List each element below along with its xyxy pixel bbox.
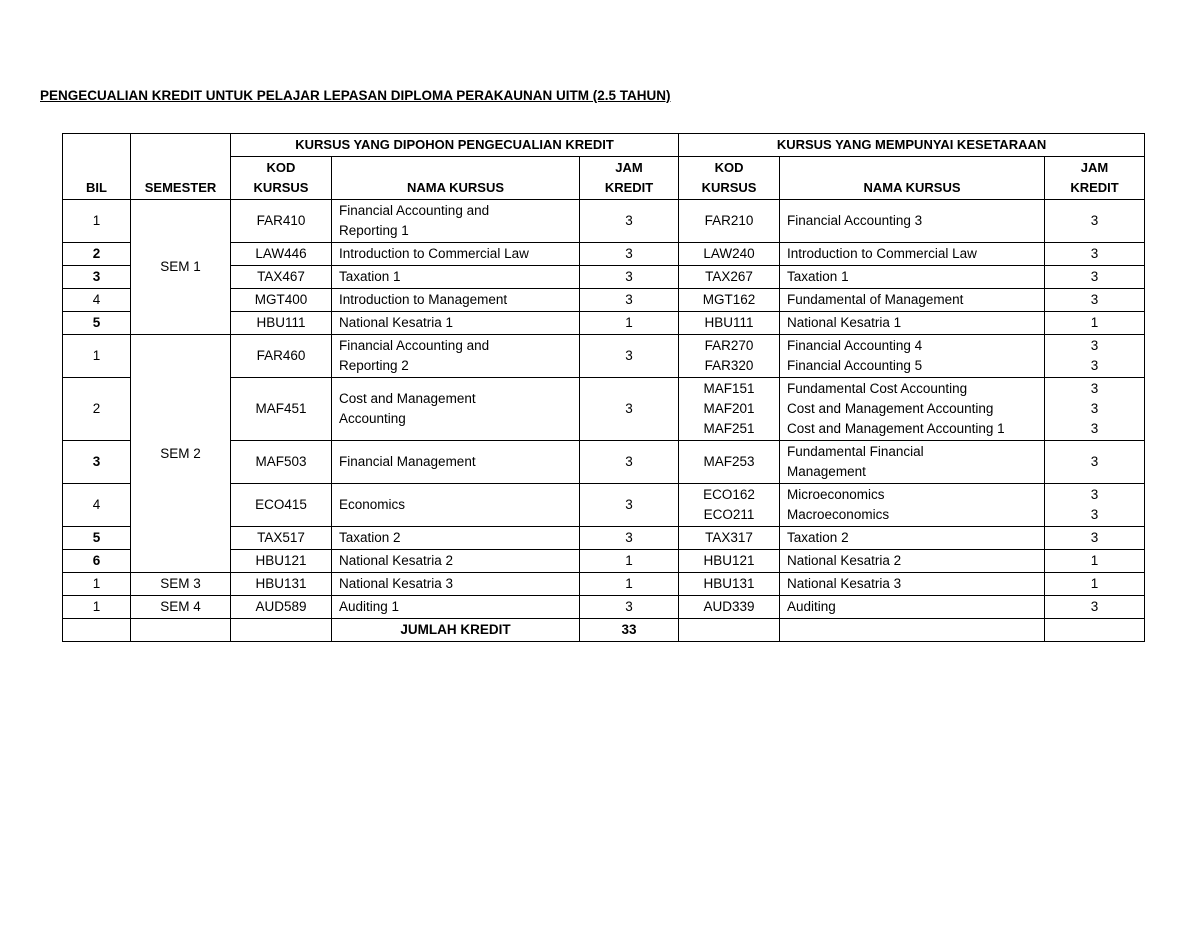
equiv-code: AUD339 [679,596,780,619]
equiv-credit: 3 [1045,200,1145,243]
course-name: Auditing 1 [332,596,580,619]
equiv-credit: 3 3 [1045,335,1145,378]
equiv-credit: 3 [1045,243,1145,266]
equiv-name: National Kesatria 2 [780,550,1045,573]
course-code: MGT400 [231,289,332,312]
table-row [63,200,1145,243]
header-eq-kod-kursus: KOD KURSUS [679,157,780,200]
row-bil: 1 [63,596,131,619]
course-name: Economics [332,484,580,527]
row-bil: 4 [63,289,131,312]
course-name: Financial Accounting and Reporting 2 [332,335,580,378]
equiv-name: Fundamental Cost Accounting Cost and Management Accounting Cost and Management Accounting 1 [780,378,1045,441]
equiv-code: TAX317 [679,527,780,550]
course-credit: 3 [580,200,679,243]
course-credit: 3 [580,378,679,441]
equiv-code: LAW240 [679,243,780,266]
equiv-code: HBU131 [679,573,780,596]
equiv-name: Fundamental of Management [780,289,1045,312]
row-bil: 1 [63,335,131,378]
course-credit: 3 [580,441,679,484]
course-code: HBU111 [231,312,332,335]
equiv-name: Introduction to Commercial Law [780,243,1045,266]
credit-exemption-table [62,133,1145,642]
equiv-credit: 3 [1045,596,1145,619]
header-kod-kursus: KOD KURSUS [231,157,332,200]
course-code: FAR460 [231,335,332,378]
course-code: FAR410 [231,200,332,243]
equiv-code: MAF151 MAF201 MAF251 [679,378,780,441]
course-code: LAW446 [231,243,332,266]
table-row [63,573,1145,596]
total-value: 33 [580,619,679,642]
course-code: MAF451 [231,378,332,441]
course-name: National Kesatria 1 [332,312,580,335]
equiv-code: FAR270 FAR320 [679,335,780,378]
course-credit: 1 [580,573,679,596]
course-credit: 3 [580,289,679,312]
empty-cell [780,619,1045,642]
row-bil: 4 [63,484,131,527]
semester-cell-sem3: SEM 3 [131,573,231,596]
course-credit: 1 [580,550,679,573]
course-name: Introduction to Management [332,289,580,312]
course-name: Taxation 2 [332,527,580,550]
course-code: HBU121 [231,550,332,573]
course-credit: 3 [580,335,679,378]
row-bil: 5 [63,527,131,550]
total-row [63,619,1145,642]
semester-cell-sem2: SEM 2 [131,335,231,573]
empty-cell [131,619,231,642]
empty-cell [679,619,780,642]
row-bil: 1 [63,200,131,243]
equiv-name: National Kesatria 3 [780,573,1045,596]
table-row [63,335,1145,378]
equiv-name: Financial Accounting 4 Financial Accounting 5 [780,335,1045,378]
equiv-name: Fundamental Financial Management [780,441,1045,484]
header-bil: BIL [63,134,131,200]
header-semester: SEMESTER [131,134,231,200]
course-code: ECO415 [231,484,332,527]
equiv-credit: 1 [1045,573,1145,596]
row-bil: 1 [63,573,131,596]
row-bil: 6 [63,550,131,573]
equiv-credit: 3 3 [1045,484,1145,527]
course-name: Cost and Management Accounting [332,378,580,441]
semester-cell-sem4: SEM 4 [131,596,231,619]
empty-cell [231,619,332,642]
equiv-code: MAF253 [679,441,780,484]
course-credit: 3 [580,243,679,266]
equiv-credit: 3 3 3 [1045,378,1145,441]
equiv-credit: 1 [1045,312,1145,335]
semester-cell-sem1: SEM 1 [131,200,231,335]
header-row-groups [63,134,1145,157]
document-title: PENGECUALIAN KREDIT UNTUK PELAJAR LEPASAN DIPLOMA PERAKAUNAN UITM (2.5 TAHUN) [40,88,671,103]
course-name: National Kesatria 2 [332,550,580,573]
equiv-credit: 3 [1045,527,1145,550]
course-credit: 3 [580,484,679,527]
equiv-code: ECO162 ECO211 [679,484,780,527]
empty-cell [1045,619,1145,642]
header-exempt-group: KURSUS YANG DIPOHON PENGECUALIAN KREDIT [231,134,679,157]
equiv-code: MGT162 [679,289,780,312]
header-nama-kursus: NAMA KURSUS [332,157,580,200]
equiv-name: Financial Accounting 3 [780,200,1045,243]
course-code: MAF503 [231,441,332,484]
equiv-credit: 1 [1045,550,1145,573]
course-credit: 3 [580,266,679,289]
row-bil: 2 [63,378,131,441]
table-row [63,596,1145,619]
row-bil: 3 [63,266,131,289]
empty-cell [63,619,131,642]
course-name: Financial Management [332,441,580,484]
header-eq-jam-kredit: JAM KREDIT [1045,157,1145,200]
equiv-name: Taxation 1 [780,266,1045,289]
header-equiv-group: KURSUS YANG MEMPUNYAI KESETARAAN [679,134,1145,157]
equiv-name: Taxation 2 [780,527,1045,550]
course-credit: 1 [580,312,679,335]
course-name: National Kesatria 3 [332,573,580,596]
course-code: TAX467 [231,266,332,289]
total-label: JUMLAH KREDIT [332,619,580,642]
row-bil: 3 [63,441,131,484]
equiv-code: TAX267 [679,266,780,289]
equiv-code: HBU121 [679,550,780,573]
course-name: Financial Accounting and Reporting 1 [332,200,580,243]
course-name: Taxation 1 [332,266,580,289]
course-code: AUD589 [231,596,332,619]
row-bil: 2 [63,243,131,266]
course-credit: 3 [580,596,679,619]
equiv-credit: 3 [1045,266,1145,289]
course-name: Introduction to Commercial Law [332,243,580,266]
equiv-code: HBU111 [679,312,780,335]
course-credit: 3 [580,527,679,550]
equiv-credit: 3 [1045,441,1145,484]
header-eq-nama-kursus: NAMA KURSUS [780,157,1045,200]
course-code: HBU131 [231,573,332,596]
header-jam-kredit: JAM KREDIT [580,157,679,200]
equiv-code: FAR210 [679,200,780,243]
equiv-name: Auditing [780,596,1045,619]
course-code: TAX517 [231,527,332,550]
row-bil: 5 [63,312,131,335]
equiv-name: National Kesatria 1 [780,312,1045,335]
equiv-name: Microeconomics Macroeconomics [780,484,1045,527]
equiv-credit: 3 [1045,289,1145,312]
